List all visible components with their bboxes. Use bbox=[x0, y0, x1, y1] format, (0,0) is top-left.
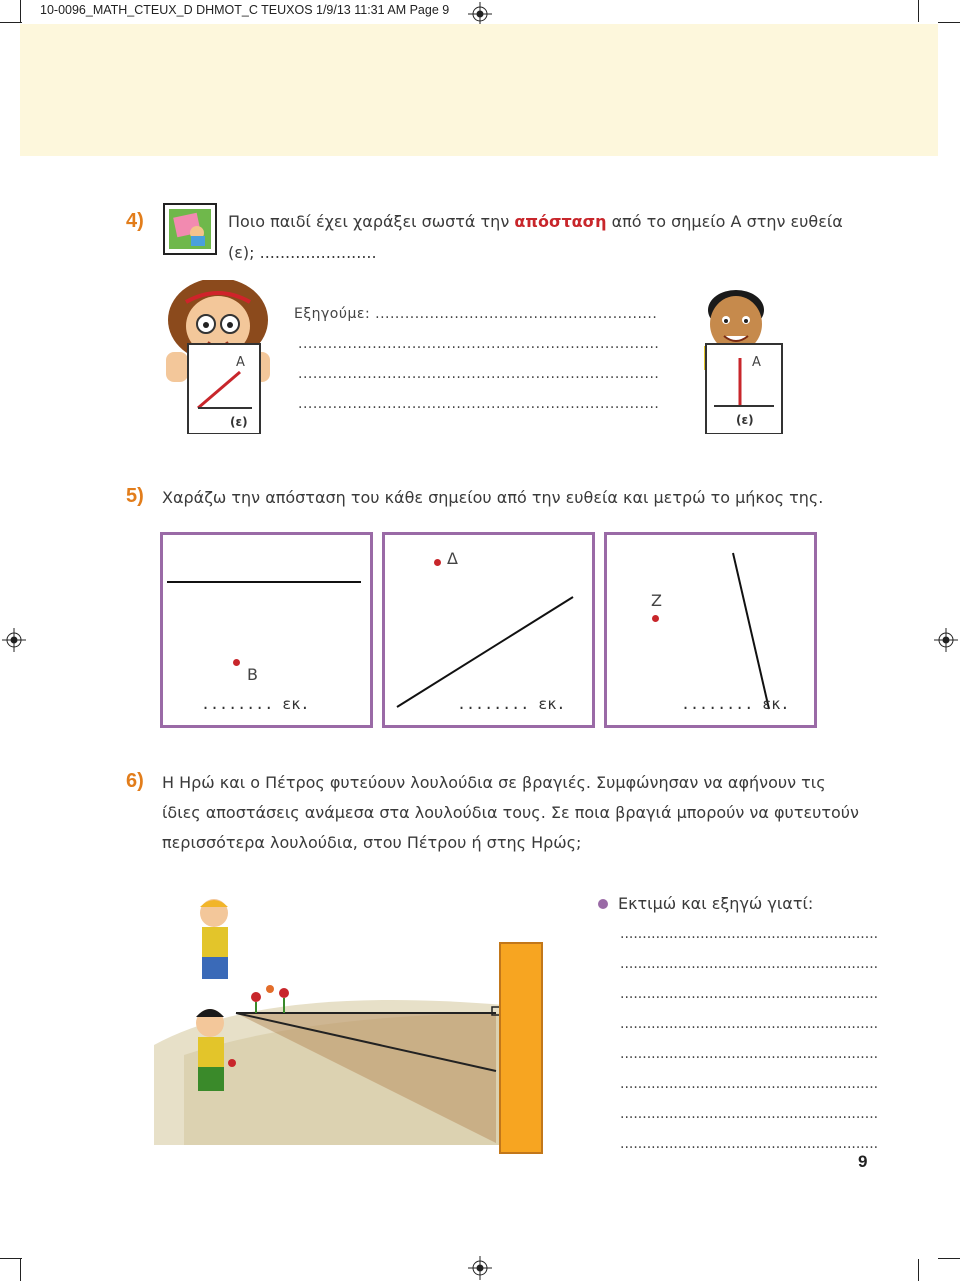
garden-illustration bbox=[144, 895, 562, 1155]
crop-mark bbox=[0, 22, 22, 23]
estimate-prompt: Εκτιμώ και εξηγώ γιατί: bbox=[618, 894, 814, 913]
header-band bbox=[20, 24, 938, 156]
answer-line: .......................................................... bbox=[620, 926, 879, 942]
measure-answer: ........ εκ. bbox=[201, 695, 310, 713]
registration-mark-icon bbox=[934, 628, 958, 652]
print-slug: 10-0096_MATH_CTEUX_D DHMOT_C TEUXOS 1/9/13 11:31 AM Page 9 bbox=[40, 3, 450, 17]
crop-mark bbox=[918, 0, 919, 22]
keyword-distance: απόσταση bbox=[514, 212, 607, 231]
answer-line: .......................................................... bbox=[620, 956, 879, 972]
answer-line: .......................................................... bbox=[620, 1106, 879, 1122]
point-z bbox=[652, 615, 659, 622]
exercise-6-number: 6) bbox=[126, 770, 144, 792]
point-b-label: Β bbox=[247, 665, 258, 684]
page-number: 9 bbox=[858, 1152, 868, 1171]
card-point-label: Α bbox=[236, 355, 245, 370]
point-d bbox=[434, 559, 441, 566]
card-line-label: (ε) bbox=[230, 415, 248, 429]
exercise-4-answer-line: (ε); ....................... bbox=[228, 243, 377, 262]
measure-answer: ........ εκ. bbox=[681, 695, 790, 713]
explain-line: ......................................................................... bbox=[298, 366, 660, 382]
card-point-label: Α bbox=[752, 355, 761, 370]
straight-line bbox=[167, 581, 361, 583]
card-line-label: (ε) bbox=[736, 413, 754, 427]
crop-mark bbox=[20, 0, 21, 22]
girl-illustration bbox=[156, 280, 276, 434]
registration-mark-icon bbox=[2, 628, 26, 652]
crop-mark bbox=[938, 22, 960, 23]
exercise-4-number: 4) bbox=[126, 210, 144, 232]
figure-box-z bbox=[604, 532, 817, 728]
exercise-5-number: 5) bbox=[126, 485, 144, 507]
answer-line: .......................................................... bbox=[620, 1046, 879, 1062]
exercise-4-question bbox=[228, 212, 843, 231]
answer-line: .......................................................... bbox=[620, 986, 879, 1002]
registration-mark-icon bbox=[468, 1256, 492, 1280]
figure-box-d bbox=[382, 532, 595, 728]
boy-illustration bbox=[678, 282, 788, 434]
figure-box-b bbox=[160, 532, 373, 728]
answer-line: .......................................................... bbox=[620, 1136, 879, 1152]
crop-mark bbox=[918, 1259, 919, 1281]
answer-line: .......................................................... bbox=[620, 1076, 879, 1092]
registration-mark-icon bbox=[468, 2, 492, 26]
point-b bbox=[233, 659, 240, 666]
answer-line: .......................................................... bbox=[620, 1016, 879, 1032]
measure-answer: ........ εκ. bbox=[457, 695, 566, 713]
exercise-6-line: περισσότερα λουλούδια, στου Πέτρου ή στης Ηρώς; bbox=[162, 833, 582, 852]
exercise-6-line: ίδιες αποστάσεις ανάμεσα στα λουλούδια τους. Σε ποια βραγιά μπορούν να φυτευτούν bbox=[162, 803, 859, 822]
bullet-icon bbox=[597, 898, 609, 910]
explain-line: ......................................................................... bbox=[298, 336, 660, 352]
explain-line: ......................................................................... bbox=[298, 396, 660, 412]
notebook-icon bbox=[163, 203, 217, 255]
crop-mark bbox=[20, 1259, 21, 1281]
exercise-5-text: Χαράζω την απόσταση του κάθε σημείου από την ευθεία και μετρώ το μήκος της. bbox=[162, 488, 824, 507]
question-text: Ποιο παιδί έχει χαράξει σωστά την bbox=[228, 212, 515, 231]
point-d-label: Δ bbox=[447, 549, 458, 568]
point-z-label: Ζ bbox=[651, 591, 662, 610]
explain-label: Εξηγούμε: ......................................................... bbox=[294, 306, 658, 322]
crop-mark bbox=[938, 1258, 960, 1259]
crop-mark bbox=[0, 1258, 22, 1259]
question-text-end: από το σημείο Α στην ευθεία bbox=[606, 212, 843, 231]
exercise-6-line: Η Ηρώ και ο Πέτρος φυτεύουν λουλούδια σε βραγιές. Συμφώνησαν να αφήνουν τις bbox=[162, 773, 826, 792]
